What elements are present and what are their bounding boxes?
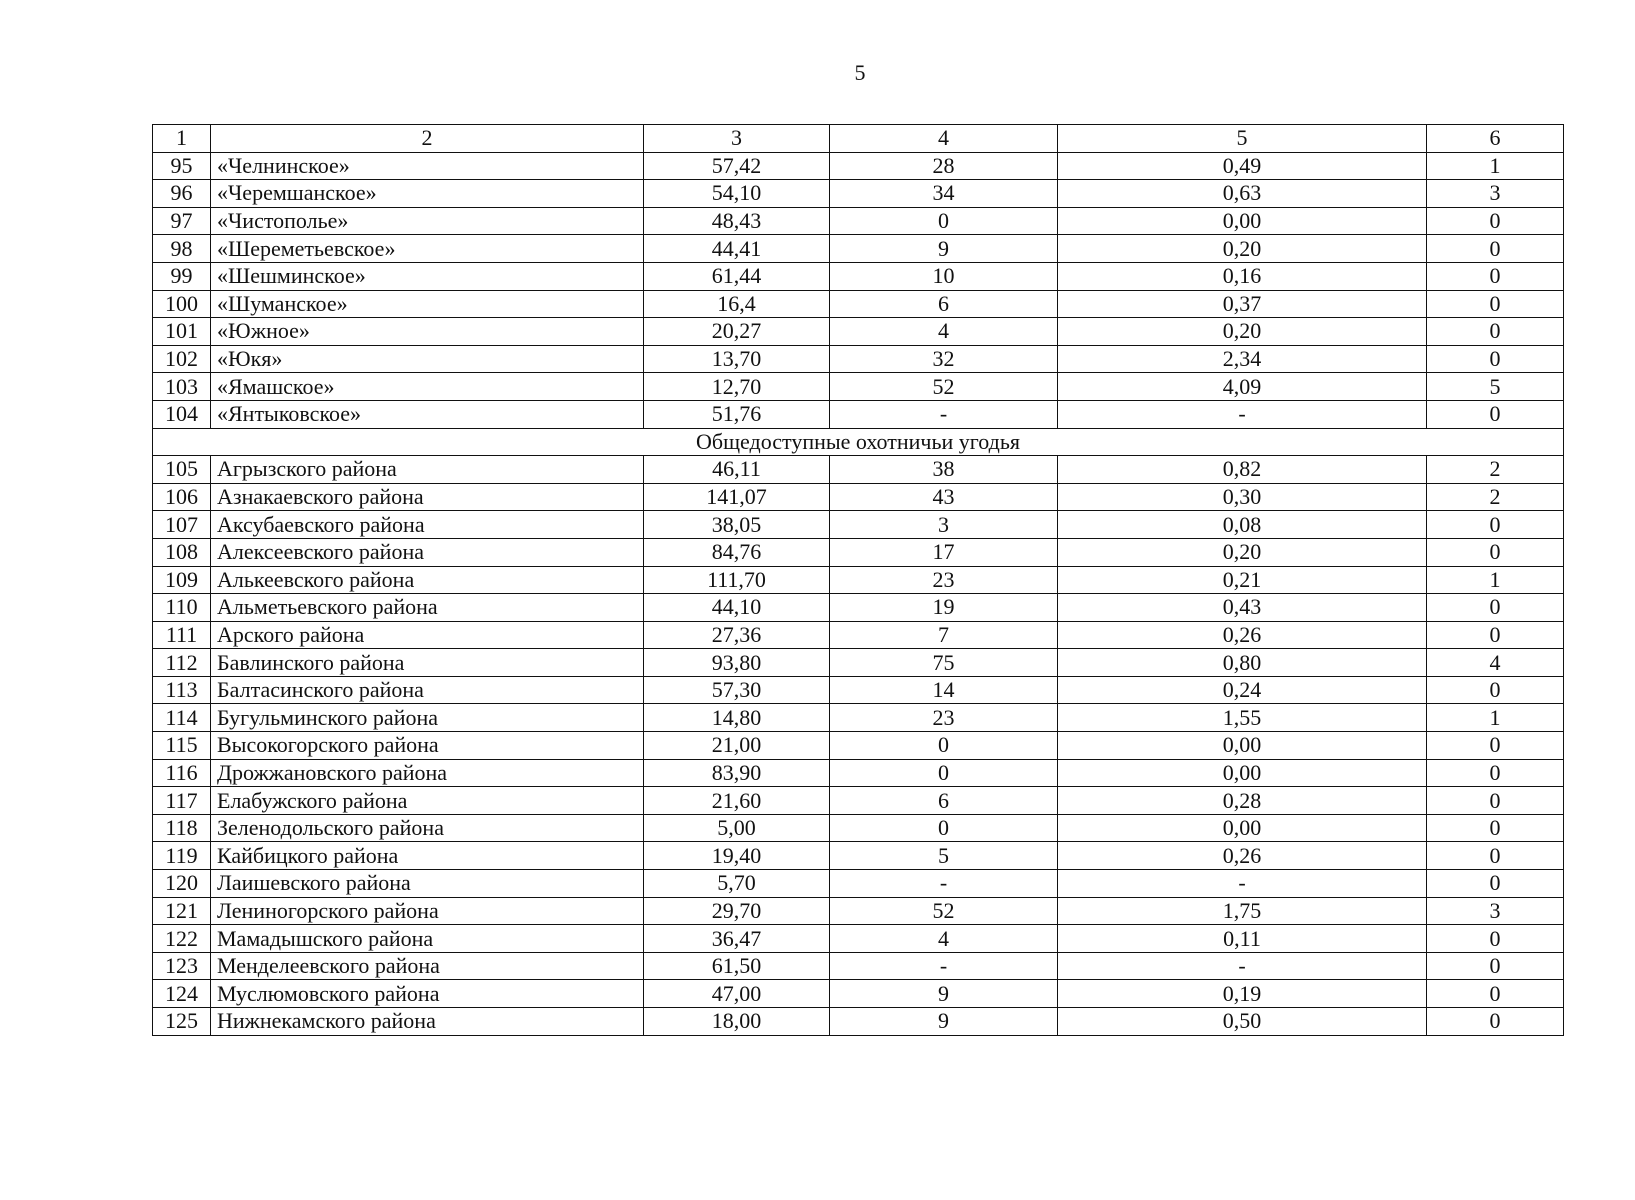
row-name: «Шешминское» (211, 262, 644, 290)
row-name: Кайбицкого района (211, 842, 644, 870)
row-value-col6: 0 (1427, 676, 1564, 704)
row-name: Агрызского района (211, 456, 644, 484)
table-row (153, 180, 1564, 208)
row-name: Аксубаевского района (211, 511, 644, 539)
row-value-col4: 6 (830, 787, 1058, 815)
row-value-col4: 52 (830, 897, 1058, 925)
row-number: 102 (153, 345, 211, 373)
table-row (153, 925, 1564, 953)
table-header-row (153, 125, 1564, 153)
page-number: 5 (854, 60, 866, 85)
row-number: 114 (153, 704, 211, 732)
row-value-col4: - (830, 952, 1058, 980)
row-name: «Черемшанское» (211, 180, 644, 208)
row-value-col4: 5 (830, 842, 1058, 870)
row-value-col6: 0 (1427, 538, 1564, 566)
row-value-col4: 4 (830, 925, 1058, 953)
row-value-col5: 0,20 (1058, 235, 1427, 263)
row-value-col5: 0,50 (1058, 1008, 1427, 1036)
row-value-col4: 9 (830, 980, 1058, 1008)
row-value-col6: 0 (1427, 290, 1564, 318)
row-number: 97 (153, 207, 211, 235)
row-value-col6: 0 (1427, 925, 1564, 953)
row-value-col5: 0,00 (1058, 759, 1427, 787)
row-value-col3: 29,70 (644, 897, 830, 925)
row-value-col3: 57,42 (644, 152, 830, 180)
row-value-col3: 21,00 (644, 732, 830, 760)
row-value-col3: 14,80 (644, 704, 830, 732)
row-value-col4: 28 (830, 152, 1058, 180)
row-value-col3: 27,36 (644, 621, 830, 649)
row-name: Лениногорского района (211, 897, 644, 925)
row-value-col3: 36,47 (644, 925, 830, 953)
row-value-col5: 0,08 (1058, 511, 1427, 539)
row-value-col6: 3 (1427, 180, 1564, 208)
row-value-col3: 93,80 (644, 649, 830, 677)
row-value-col6: 0 (1427, 345, 1564, 373)
row-value-col4: 3 (830, 511, 1058, 539)
row-value-col3: 20,27 (644, 318, 830, 346)
table-row (153, 152, 1564, 180)
row-value-col5: 0,21 (1058, 566, 1427, 594)
column-header: 5 (1058, 125, 1427, 153)
row-value-col6: 1 (1427, 566, 1564, 594)
row-value-col6: 0 (1427, 980, 1564, 1008)
row-value-col5: 0,63 (1058, 180, 1427, 208)
table-row (153, 759, 1564, 787)
row-number: 125 (153, 1008, 211, 1036)
column-header: 2 (211, 125, 644, 153)
row-value-col4: 34 (830, 180, 1058, 208)
section-header-row (153, 428, 1564, 456)
row-name: Нижнекамского района (211, 1008, 644, 1036)
row-value-col5: - (1058, 870, 1427, 898)
table-row (153, 511, 1564, 539)
table-row (153, 870, 1564, 898)
row-value-col5: 0,49 (1058, 152, 1427, 180)
row-value-col3: 141,07 (644, 483, 830, 511)
row-value-col6: 5 (1427, 373, 1564, 401)
row-name: Балтасинского района (211, 676, 644, 704)
row-value-col3: 84,76 (644, 538, 830, 566)
row-name: Лаишевского района (211, 870, 644, 898)
table-row (153, 952, 1564, 980)
row-name: Арского района (211, 621, 644, 649)
row-value-col5: 0,80 (1058, 649, 1427, 677)
table-row (153, 787, 1564, 815)
row-value-col6: 0 (1427, 952, 1564, 980)
table-row (153, 318, 1564, 346)
row-value-col4: 10 (830, 262, 1058, 290)
row-value-col3: 5,00 (644, 814, 830, 842)
row-value-col3: 54,10 (644, 180, 830, 208)
row-value-col5: 0,24 (1058, 676, 1427, 704)
row-number: 112 (153, 649, 211, 677)
row-number: 119 (153, 842, 211, 870)
row-number: 113 (153, 676, 211, 704)
row-name: «Янтыковское» (211, 400, 644, 428)
row-name: Бавлинского района (211, 649, 644, 677)
row-number: 108 (153, 538, 211, 566)
row-name: Дрожжановского района (211, 759, 644, 787)
row-value-col3: 111,70 (644, 566, 830, 594)
table-row (153, 538, 1564, 566)
row-value-col6: 0 (1427, 262, 1564, 290)
row-value-col4: 9 (830, 1008, 1058, 1036)
table-row (153, 842, 1564, 870)
row-name: «Челнинское» (211, 152, 644, 180)
row-number: 99 (153, 262, 211, 290)
row-value-col6: 1 (1427, 152, 1564, 180)
row-number: 120 (153, 870, 211, 898)
row-number: 121 (153, 897, 211, 925)
row-value-col3: 61,50 (644, 952, 830, 980)
table-row (153, 566, 1564, 594)
table-row (153, 235, 1564, 263)
row-value-col4: 14 (830, 676, 1058, 704)
row-value-col6: 0 (1427, 235, 1564, 263)
row-name: Муслюмовского района (211, 980, 644, 1008)
row-value-col3: 19,40 (644, 842, 830, 870)
row-value-col5: 0,20 (1058, 318, 1427, 346)
table-row (153, 704, 1564, 732)
row-value-col6: 0 (1427, 870, 1564, 898)
row-value-col6: 0 (1427, 1008, 1564, 1036)
row-name: «Юкя» (211, 345, 644, 373)
row-value-col6: 0 (1427, 787, 1564, 815)
table-row (153, 1008, 1564, 1036)
row-number: 117 (153, 787, 211, 815)
row-value-col4: 0 (830, 759, 1058, 787)
row-number: 106 (153, 483, 211, 511)
row-value-col4: - (830, 400, 1058, 428)
row-value-col4: 43 (830, 483, 1058, 511)
row-number: 115 (153, 732, 211, 760)
section-title: Общедоступные охотничьи угодья (153, 428, 1564, 456)
row-value-col4: 52 (830, 373, 1058, 401)
row-value-col5: 1,55 (1058, 704, 1427, 732)
row-number: 96 (153, 180, 211, 208)
data-table (152, 124, 1564, 1036)
row-number: 103 (153, 373, 211, 401)
row-value-col6: 0 (1427, 814, 1564, 842)
row-value-col4: 38 (830, 456, 1058, 484)
table-row (153, 649, 1564, 677)
table-row (153, 290, 1564, 318)
row-number: 107 (153, 511, 211, 539)
row-value-col6: 0 (1427, 511, 1564, 539)
row-value-col5: 1,75 (1058, 897, 1427, 925)
row-number: 116 (153, 759, 211, 787)
row-value-col3: 44,10 (644, 594, 830, 622)
row-value-col6: 3 (1427, 897, 1564, 925)
row-value-col5: 0,16 (1058, 262, 1427, 290)
row-value-col3: 51,76 (644, 400, 830, 428)
row-value-col4: 23 (830, 704, 1058, 732)
row-value-col4: 32 (830, 345, 1058, 373)
row-value-col3: 57,30 (644, 676, 830, 704)
row-value-col3: 47,00 (644, 980, 830, 1008)
row-name: Мамадышского района (211, 925, 644, 953)
column-header: 3 (644, 125, 830, 153)
row-value-col6: 0 (1427, 759, 1564, 787)
row-value-col6: 0 (1427, 842, 1564, 870)
row-value-col5: 0,82 (1058, 456, 1427, 484)
row-value-col3: 83,90 (644, 759, 830, 787)
row-value-col5: 0,20 (1058, 538, 1427, 566)
row-value-col5: 0,00 (1058, 732, 1427, 760)
table-row (153, 262, 1564, 290)
row-name: Менделеевского района (211, 952, 644, 980)
row-number: 95 (153, 152, 211, 180)
row-number: 124 (153, 980, 211, 1008)
row-value-col4: 23 (830, 566, 1058, 594)
row-value-col5: 0,28 (1058, 787, 1427, 815)
row-value-col3: 38,05 (644, 511, 830, 539)
table-row (153, 207, 1564, 235)
row-name: Азнакаевского района (211, 483, 644, 511)
row-name: Алькеевского района (211, 566, 644, 594)
table-row (153, 456, 1564, 484)
row-value-col3: 18,00 (644, 1008, 830, 1036)
row-value-col6: 0 (1427, 732, 1564, 760)
row-number: 109 (153, 566, 211, 594)
row-name: «Шуманское» (211, 290, 644, 318)
row-number: 105 (153, 456, 211, 484)
row-value-col6: 2 (1427, 483, 1564, 511)
row-value-col3: 46,11 (644, 456, 830, 484)
row-value-col5: 0,37 (1058, 290, 1427, 318)
table-row (153, 621, 1564, 649)
row-value-col4: 0 (830, 732, 1058, 760)
row-value-col3: 5,70 (644, 870, 830, 898)
column-header: 6 (1427, 125, 1564, 153)
row-value-col5: 0,26 (1058, 621, 1427, 649)
row-name: Высокогорского района (211, 732, 644, 760)
row-value-col3: 21,60 (644, 787, 830, 815)
row-number: 118 (153, 814, 211, 842)
row-number: 110 (153, 594, 211, 622)
table-row (153, 732, 1564, 760)
row-value-col5: 0,19 (1058, 980, 1427, 1008)
row-value-col5: 0,43 (1058, 594, 1427, 622)
row-name: «Ямашское» (211, 373, 644, 401)
row-number: 122 (153, 925, 211, 953)
table-row (153, 345, 1564, 373)
row-value-col4: 75 (830, 649, 1058, 677)
row-value-col4: - (830, 870, 1058, 898)
row-value-col5: 0,00 (1058, 814, 1427, 842)
row-value-col4: 9 (830, 235, 1058, 263)
table-row (153, 676, 1564, 704)
row-value-col6: 2 (1427, 456, 1564, 484)
row-value-col5: 0,00 (1058, 207, 1427, 235)
row-value-col6: 1 (1427, 704, 1564, 732)
row-value-col5: - (1058, 952, 1427, 980)
row-value-col4: 0 (830, 207, 1058, 235)
row-name: Альметьевского района (211, 594, 644, 622)
table-row (153, 483, 1564, 511)
row-value-col5: 4,09 (1058, 373, 1427, 401)
row-value-col5: 0,30 (1058, 483, 1427, 511)
table-row (153, 373, 1564, 401)
row-value-col3: 13,70 (644, 345, 830, 373)
row-value-col4: 7 (830, 621, 1058, 649)
row-name: Алексеевского района (211, 538, 644, 566)
row-number: 101 (153, 318, 211, 346)
table-row (153, 400, 1564, 428)
row-value-col5: 2,34 (1058, 345, 1427, 373)
row-number: 100 (153, 290, 211, 318)
row-name: «Чистополье» (211, 207, 644, 235)
row-value-col6: 0 (1427, 621, 1564, 649)
table-row (153, 594, 1564, 622)
table-row (153, 897, 1564, 925)
row-name: Бугульминского района (211, 704, 644, 732)
table-row (153, 814, 1564, 842)
column-header: 1 (153, 125, 211, 153)
row-value-col4: 0 (830, 814, 1058, 842)
row-value-col6: 0 (1427, 400, 1564, 428)
row-value-col5: 0,11 (1058, 925, 1427, 953)
row-value-col3: 44,41 (644, 235, 830, 263)
row-value-col3: 16,4 (644, 290, 830, 318)
row-number: 104 (153, 400, 211, 428)
row-value-col3: 61,44 (644, 262, 830, 290)
column-header: 4 (830, 125, 1058, 153)
row-value-col6: 0 (1427, 318, 1564, 346)
row-value-col3: 12,70 (644, 373, 830, 401)
row-value-col4: 4 (830, 318, 1058, 346)
row-name: Зеленодольского района (211, 814, 644, 842)
row-number: 111 (153, 621, 211, 649)
row-name: «Шереметьевское» (211, 235, 644, 263)
row-number: 98 (153, 235, 211, 263)
row-value-col6: 4 (1427, 649, 1564, 677)
table-row (153, 980, 1564, 1008)
row-value-col6: 0 (1427, 207, 1564, 235)
row-value-col6: 0 (1427, 594, 1564, 622)
row-value-col3: 48,43 (644, 207, 830, 235)
row-value-col4: 6 (830, 290, 1058, 318)
row-value-col5: 0,26 (1058, 842, 1427, 870)
row-name: Елабужского района (211, 787, 644, 815)
row-value-col4: 19 (830, 594, 1058, 622)
row-number: 123 (153, 952, 211, 980)
row-value-col4: 17 (830, 538, 1058, 566)
row-name: «Южное» (211, 318, 644, 346)
row-value-col5: - (1058, 400, 1427, 428)
